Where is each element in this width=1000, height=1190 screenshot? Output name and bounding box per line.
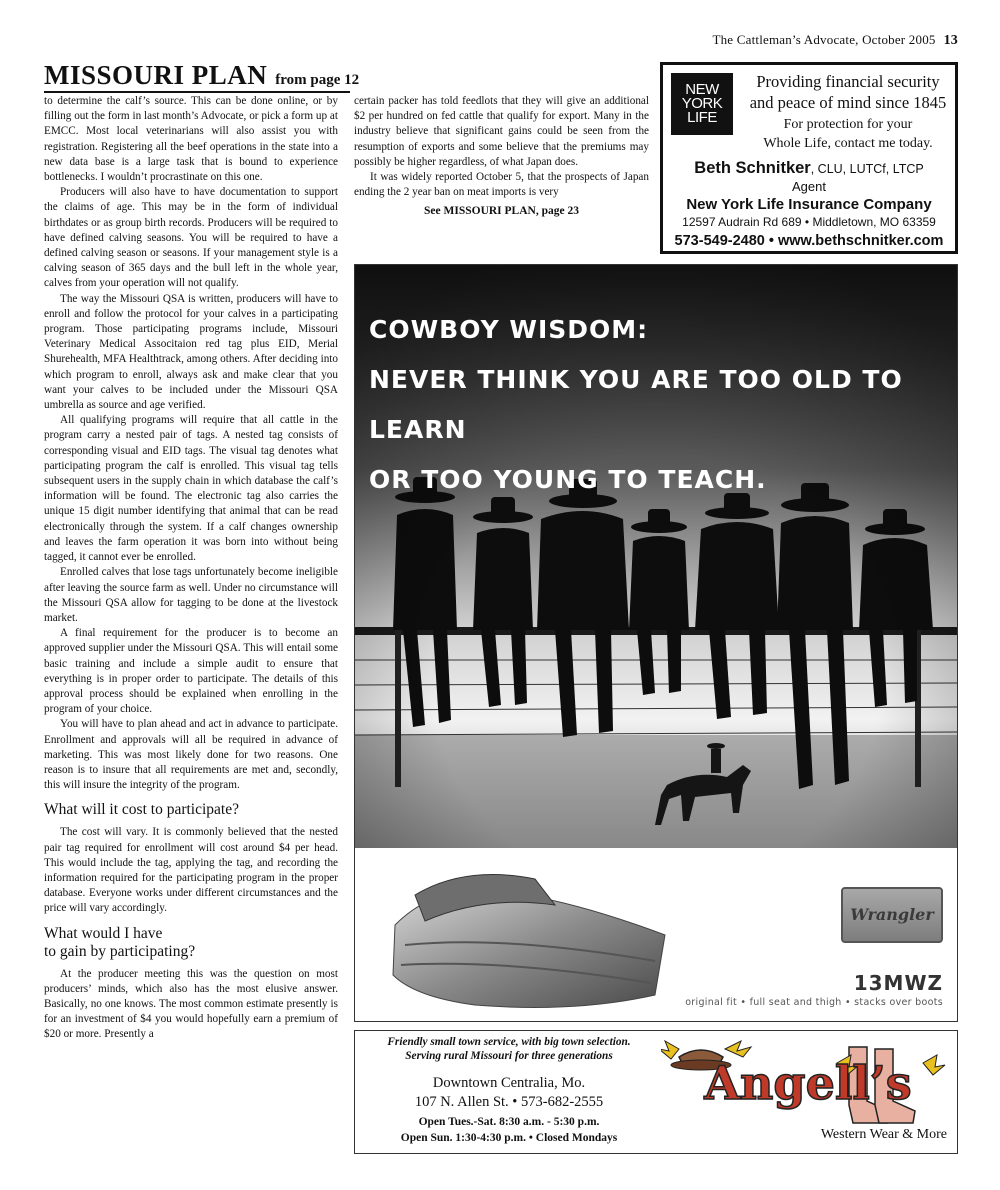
nyl-tagline-1: Providing financial security: [756, 72, 940, 91]
angells-tagline-1: Friendly small town service, with big town selection.: [387, 1036, 631, 1048]
logo-line: NEW: [685, 81, 719, 98]
nyl-tagline-2: and peace of mind since 1845: [749, 93, 947, 112]
angells-hours-weekday: Open Tues.-Sat. 8:30 a.m. - 5:30 p.m.: [418, 1116, 600, 1128]
fit-tagline: original fit • full seat and thigh • stacks over boots: [685, 997, 943, 1008]
paragraph: The cost will vary. It is commonly believed that the nested pair tag required for enrollment will cost around $4 per head. This would include the tag, applying the tag, and recording the information required for the participating program in the proper database. Everyone works under different circumstances and the price will vary accordingly.: [44, 826, 338, 915]
company-address: 12597 Audrain Rd 689 • Middletown, MO 63359: [682, 215, 936, 229]
continued-from: from page 12: [275, 72, 360, 88]
angells-subtitle: Western Wear & More: [820, 1127, 947, 1142]
agent-credentials: , CLU, LUTCf, LTCP: [810, 162, 924, 176]
paragraph: Enrolled calves that lose tags unfortunately become ineligible after leaving the source farm as well. Under no circumstance will the Missouri QSA allow for tagging to be done at the livestock market.: [44, 566, 338, 624]
paragraph: All qualifying programs will require that all cattle in the program carry a nested pair of tags. A nested tag consists of corresponding visual and EID tags. The visual tag denotes what participating program the calf is enrolled. This visual tag tells subsequent users in the supply chain in which database the calf’s information will be found. The electronic tag also carries the unique 15 digit number identifying that animal that can be read electronically through the system. If a calf changes ownership and leaves the farm operation it was born into without being tagged, it cannot ever be enrolled.: [44, 414, 338, 564]
paragraph: The way the Missouri QSA is written, producers will have to enroll and follow the protocol for your calves in a participating program. Those participating programs include, Missouri Veterinary Medical Associtaion red tag plus EID, Merial Shurehealth, MFA Healthtrack, among others. After deciding into which program to enroll, always ask and make clear that you want your calves to be included under the Missouri QSA umbrella as source and age verified.: [44, 292, 338, 412]
continued-on-reference: See MISSOURI PLAN, page 23: [424, 205, 579, 218]
subheading-gain: [44, 925, 338, 961]
paragraph: It was widely reported October 5, that the prospects of Japan ending the 2 year ban on meat imports is very: [354, 171, 649, 199]
paragraph: At the producer meeting this was the question on most producers’ minds, which also has the most elusive answer. Basically, no one knows. The most common estimate presently is for an investment of $4 you would hopefully earn a premium of $20 or more. Presently a: [44, 967, 338, 1041]
paragraph: certain packer has told feedlots that they will give an additional $2 per hundred on fed cattle that qualify for export. Many in the industry believe that significant gains could be seen from the resumption of exports and some believe that the premiums may possibly be higher regardless, of what Japan does.: [354, 95, 649, 168]
article-column-2: [354, 94, 649, 220]
agent-name: Beth Schnitker: [694, 159, 811, 177]
folded-jeans-image: [385, 865, 675, 1013]
page-number: 13: [943, 33, 958, 48]
publication-date: The Cattleman’s Advocate, October 2005: [712, 32, 936, 47]
angells-tagline-2: Serving rural Missouri for three generations: [405, 1050, 613, 1062]
cowboy-wisdom-headline: [369, 305, 939, 505]
agent-name-line: [663, 159, 955, 178]
logo-line: YORK: [681, 95, 723, 112]
angells-town: Downtown Centralia, Mo.: [432, 1075, 586, 1091]
subheading-cost: What will it cost to participate?: [44, 801, 239, 819]
section-title: [44, 60, 360, 93]
wrangler-logo-patch: Wrangler: [841, 887, 943, 943]
logo-line: LIFE: [687, 109, 717, 126]
headline-line-2: NEVER THINK YOU ARE TOO OLD TO LEARN: [369, 365, 903, 444]
paragraph: Producers will also have to have documentation to support the claims of age. This may be in the form of individual birthdates or as group birth records. Producers will be required to have defined calving seasons. You will be required to have a defined calving season or seasons. If your management style is a calving season of 365 days and the bull left in the whole year, calves from your operation will not qualify.: [44, 186, 338, 290]
nyl-tagline: [737, 71, 959, 113]
nyl-sub-2: Whole Life, contact me today.: [763, 136, 933, 151]
angells-logo-wordmark: Angell’s: [704, 1056, 912, 1110]
subheading-gain-line-2: to gain by participating?: [44, 942, 196, 960]
nyl-subtext: [737, 115, 959, 153]
paragraph: to determine the calf’s source. This can be done online, or by filling out the form in last month’s Advocate, or pick a form up at EMCC. Most local veterinarians will also assist you with registration. Registering all the beef operations in the state into a new data base is a large task that is bound to experience bottlenecks. I wouldn’t procrastinate on this one.: [44, 95, 338, 184]
wrangler-ad: [354, 264, 958, 1022]
new-york-life-ad: [660, 62, 958, 254]
running-head: [712, 32, 958, 49]
model-number: 13MWZ: [853, 971, 943, 995]
paragraph: You will have to plan ahead and act in advance to participate. Enrollment and approvals will all be required in advance of marketing. This was most likely done for two reasons. One reason is to insure that all requirements are met and, secondly, this will insure the integrity of the program.: [44, 718, 338, 792]
subheading-gain-line-1: What would I have: [44, 924, 163, 942]
angells-western-wear-ad: [354, 1030, 958, 1154]
nyl-sub-1: For protection for your: [783, 117, 913, 132]
angells-address: 107 N. Allen St. • 573-682-2555: [414, 1094, 604, 1110]
angells-tagline: [359, 1035, 659, 1063]
company-name: New York Life Insurance Company: [686, 196, 932, 213]
headline-line-1: COWBOY WISDOM:: [369, 315, 649, 344]
section-title-main: MISSOURI PLAN: [44, 60, 268, 90]
article-column-1: [44, 94, 338, 1154]
angells-hours-sunday: Open Sun. 1:30-4:30 p.m. • Closed Mondays: [400, 1132, 618, 1144]
paragraph: A final requirement for the producer is to become an approved supplier under the Missouri QSA. This will entail some basic training and include a simple audit to ensure that everything is in proper order to participate. The details of this approval process should be explained when enrolling in the program of your choice.: [44, 627, 338, 716]
new-york-life-logo: [671, 73, 733, 135]
headline-line-3: OR TOO YOUNG TO TEACH.: [369, 465, 767, 494]
agent-title: Agent: [792, 179, 826, 194]
angells-logo: [661, 1035, 955, 1131]
phone-and-website: 573-549-2480 • www.bethschnitker.com: [674, 233, 944, 249]
